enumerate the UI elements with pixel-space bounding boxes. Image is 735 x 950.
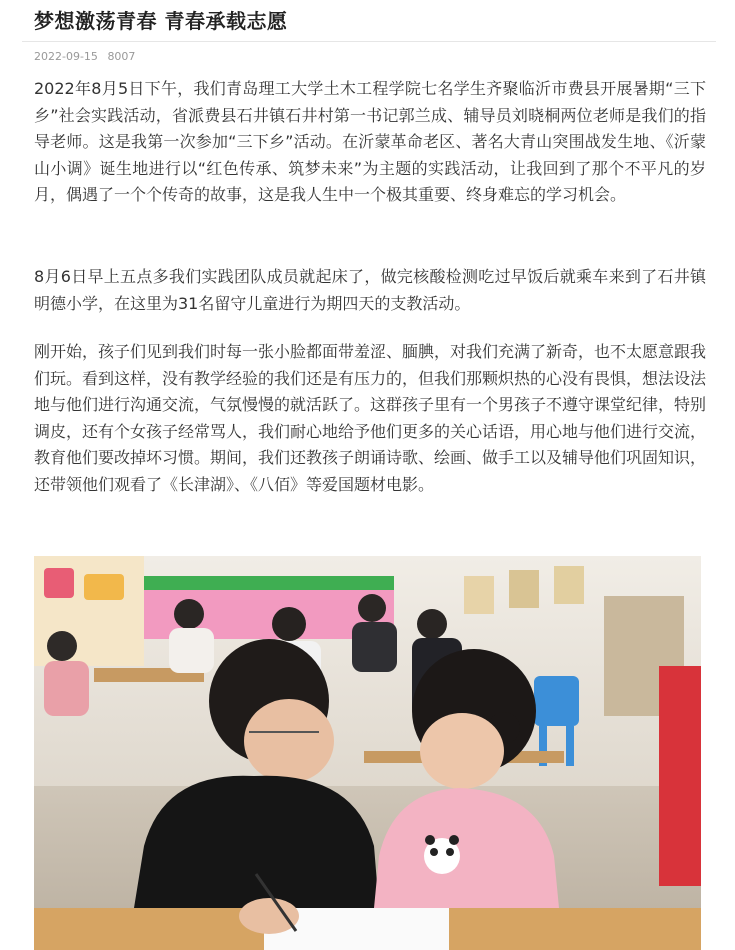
stacked-red-chairs — [659, 666, 701, 886]
background-child-head — [47, 631, 77, 661]
background-child-body — [352, 622, 397, 672]
classroom-photo-illustration — [34, 556, 701, 950]
article-meta — [34, 50, 135, 63]
panda-ear — [449, 835, 459, 845]
panda-eye — [446, 848, 454, 856]
paragraph-2: 8月6日早上五点多我们实践团队成员就起床了，做完核酸检测吃过早饭后就乘车来到了石井镇明德小学，在这里为31名留守儿童进行为期四天的支教活动。 — [34, 267, 706, 313]
background-child-body — [169, 628, 214, 673]
wall-poster — [554, 566, 584, 604]
background-child-head — [358, 594, 386, 622]
panda-eye — [430, 848, 438, 856]
article-title: 梦想激荡青春 青春承载志愿 — [34, 9, 288, 33]
view-count: 8007 — [107, 50, 136, 63]
title-divider — [22, 41, 716, 42]
background-child-head — [174, 599, 204, 629]
toy-box — [84, 574, 124, 600]
volunteer-face — [244, 699, 334, 783]
article-photo — [34, 556, 701, 950]
wall-poster — [464, 576, 494, 614]
blue-chair-leg — [566, 726, 574, 766]
background-child-head — [417, 609, 447, 639]
background-child-body — [44, 661, 89, 716]
panda-ear — [425, 835, 435, 845]
background-child-head — [272, 607, 306, 641]
girl-face — [420, 713, 504, 789]
wall-poster — [509, 570, 539, 608]
wall-banner-trim — [144, 576, 394, 590]
paragraph-3: 刚开始，孩子们见到我们时每一张小脸都面带羞涩、腼腆，对我们充满了新奇，也不太愿意跟我们玩。看到这样，没有教学经验的我们还是有压力的，但我们那颗炽热的心没有畏惧，想法设法地与他们进行沟通交流，气氛慢慢的就活跃了。这群孩子里有一个男孩子不遵守课堂纪律，特别调皮，还有个女孩子经常骂人，我们耐心地给予他们更多的关心话语，用心地与他们进行交流，教育他们要改掉坏习惯。期间，我们还教孩子朗诵诗歌、绘画、做手工以及辅导他们巩固知识，还带领他们观看了《长津湖》、《八佰》等爱国题材电影。 — [34, 342, 707, 494]
toy-box — [44, 568, 74, 598]
blue-chair — [534, 676, 579, 726]
publish-date: 2022-09-15 — [34, 50, 98, 63]
paragraph-1: 2022年8月5日下午，我们青岛理工大学土木工程学院七名学生齐聚临沂市费县开展暑期“三下乡”社会实践活动，省派费县石井镇石井村第一书记郭兰成、辅导员刘晓桐两位老师是我们的指导老师。这是我第一次参加“三下乡”活动。在沂蒙革命老区、著名大青山突围战发生地、《沂蒙山小调》诞生地进行以“红色传承、筑梦未来”为主题的实践活动，让我回到了那个不平凡的岁月，偶遇了一个个传奇的故事，这是我人生中一个极其重要、终身难忘的学习机会。 — [34, 79, 706, 204]
volunteer-hand — [239, 898, 299, 934]
